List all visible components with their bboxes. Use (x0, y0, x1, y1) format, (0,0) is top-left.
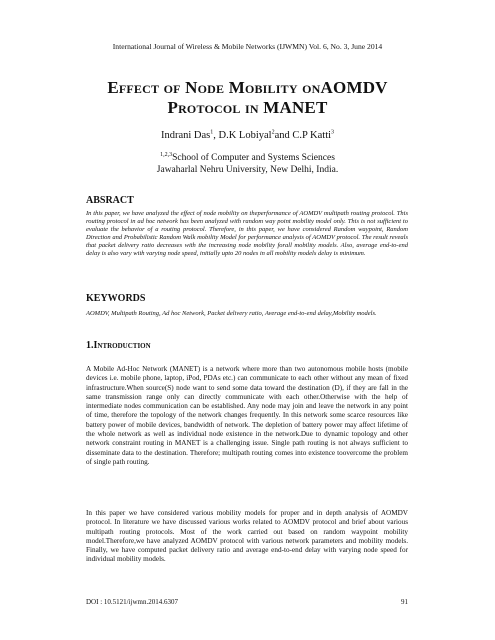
abstract-text: In this paper, we have analyzed the effect of node mobility on theperformance of AOMDV multipath routing protocol. This routing protocol in ad hoc network has been analyzed with random way point mobility model only. This is not sufficient to evaluate the behavior of a routing protocol. Therefore, in this paper, we have considered Random waypoint, Random Direction and Probabilistic Random Walk mobility Model for performance analysis of AOMDV protocol. The result reveals that packet delivery ratio decreases with the increasing node mobility forall mobility models. Also, average end-to-end delay is also vary with varying node speed, initially upto 20 nodes in all mobility models delay is minimum. (86, 210, 408, 257)
intro-paragraph-1: A Mobile Ad-Hoc Network (MANET) is a network where more than two autonomous mobile hosts (mobile devices i.e. mobile phone, laptop, iPod, PDAs etc.) can communicate to each other without any mean of fixed infrastructure.When source(S) node want to send some data toward the destination (D), if they are fall in the same transmission range only can directly communicate with each other.Otherwise with the help of intermediate nodes communication can be established. Any node may join and leave the network in any point of time, therefore the topology of the network changes frequently. In this network some scarce resources like battery power of mobile devices, bandwidth of network. The depletion of battery power may affect lifetime of the whole network as well as individual node existence in the network.Due to dynamic topology and other network constraint routing in MANET is a challenging issue. Single path routing is not always sufficient to disseminate data to the destination. Therefore; multipath routing comes into existence toovercome the problem of single path routing. (86, 365, 408, 466)
affiliation (0, 152, 495, 176)
author-list (0, 130, 495, 141)
paper-title (0, 78, 495, 118)
title-line-1: Effect of Node Mobility onAOMDV (107, 78, 388, 97)
author-3-sup: 3 (331, 129, 335, 136)
keywords-text: AOMDV, Multipath Routing, Ad hoc Network, Packet delivery ratio, Average end-to-end delay,Mobility models. (86, 310, 377, 317)
title-line-2: Protocol in MANET (167, 98, 328, 117)
author-1-sup: 1 (210, 129, 214, 136)
introduction-heading: 1.Introduction (86, 340, 151, 351)
page-number: 91 (401, 598, 408, 606)
journal-header: International Journal of Wireless & Mobile Networks (IJWMN) Vol. 6, No. 3, June 2014 (112, 42, 383, 51)
doi: DOI : 10.5121/ijwmn.2014.6307 (86, 598, 178, 606)
author-2-sup: 2 (271, 129, 275, 136)
abstract-heading: ABSRACT (86, 195, 134, 206)
keywords-heading: KEYWORDS (86, 293, 146, 304)
author-2: , D.K Lobiyal (213, 130, 272, 141)
affiliation-line-1: School of Computer and Systems Sciences (172, 153, 335, 163)
intro-paragraph-2: In this paper we have considered various mobility models for proper and in depth analysis of AOMDV protocol. In literature we have discussed various works related to AOMDV protocol and brief about various multipath routing protocols. Most of the work carried out based on random waypoint mobility model.Therefore,we have analyzed AOMDV protocol with various network parameters and mobility models. Finally, we have computed packet delivery ratio and average end-to-end delay with varying node speed for individual mobility models. (86, 509, 408, 564)
author-1: Indrani Das (160, 130, 211, 141)
affiliation-sup: 1,2,3 (160, 151, 173, 158)
affiliation-line-2: Jawaharlal Nehru University, New Delhi, India. (156, 165, 339, 175)
author-3: and C.P Katti (274, 130, 332, 141)
